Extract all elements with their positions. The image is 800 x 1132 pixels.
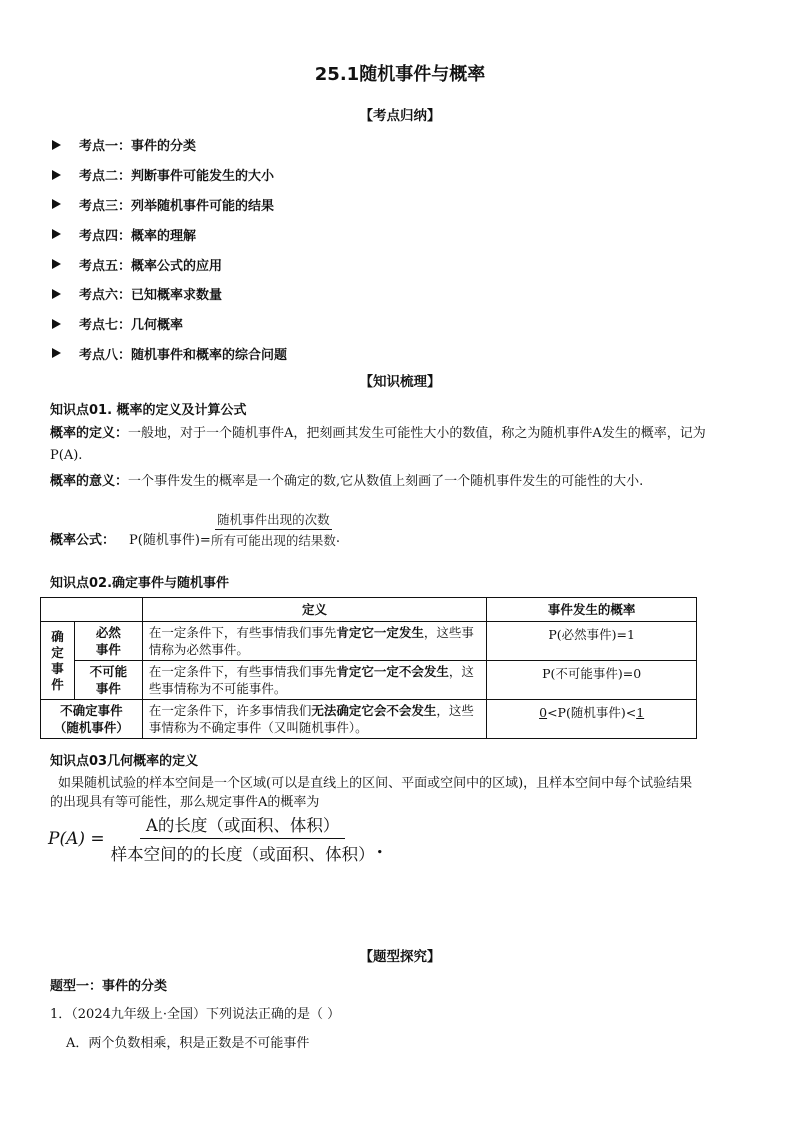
kaodian-label: 考点五：概率公式的应用 bbox=[79, 258, 223, 274]
impossible-event-label: 不可能 事件 bbox=[74, 661, 142, 700]
definition-text: 一般地，对于一个随机事件A，把刻画其发生可能性大小的数值，称之为随机事件A发生的概率，记为 bbox=[128, 426, 706, 441]
definition-text-cont: P(A). bbox=[50, 448, 83, 463]
kp03-heading: 知识点03几何概率的定义 bbox=[50, 754, 199, 769]
sure-event-probability: P(必然事件)=1 bbox=[487, 622, 697, 661]
kaodian-item bbox=[52, 130, 752, 160]
kaodian-label: 考点七：几何概率 bbox=[79, 318, 184, 334]
impossible-event-definition: 在一定条件下，有些事情我们事先肯定它一定不会发生，这些事情称为不可能事件。 bbox=[142, 661, 486, 700]
section-heading-kaodian: 【考点归纳】 bbox=[359, 108, 441, 124]
formula-denominator: 所有可能出现的结果数 bbox=[210, 533, 336, 548]
table-header-probability: 事件发生的概率 bbox=[487, 598, 697, 622]
impossible-event-probability: P(不可能事件)=0 bbox=[487, 661, 697, 700]
geo-formula-end: . bbox=[376, 837, 383, 858]
table-header-blank bbox=[41, 598, 143, 622]
question-1: 1．（2024九年级上·全国）下列说法正确的是（ ） bbox=[50, 1007, 341, 1022]
sure-event-definition: 在一定条件下，有些事情我们事先肯定它一定发生，这些事情称为必然事件。 bbox=[142, 622, 486, 661]
section-heading-zhishi: 【知识梳理】 bbox=[359, 374, 441, 390]
formula-label: 概率公式： bbox=[50, 533, 116, 548]
table-row bbox=[41, 661, 697, 700]
kaodian-label: 考点四：概率的理解 bbox=[79, 228, 197, 244]
geo-formula-lhs: P(A) = bbox=[48, 828, 105, 849]
arrow-bullet-icon bbox=[52, 140, 61, 150]
section-heading-tixing: 【题型探究】 bbox=[359, 949, 441, 965]
geo-formula-numerator: A的长度（或面积、体积） bbox=[140, 812, 345, 839]
table-row bbox=[41, 700, 697, 739]
kp03-text-line1: 如果随机试验的样本空间是一个区域(可以是直线上的区间、平面或空间中的区域)，且样本空间中每个试验结果 bbox=[58, 776, 693, 791]
arrow-bullet-icon bbox=[52, 289, 61, 299]
kaodian-item bbox=[52, 339, 752, 369]
kaodian-label: 考点六：已知概率求数量 bbox=[79, 288, 223, 304]
kp02-heading: 知识点02.确定事件与随机事件 bbox=[50, 576, 230, 591]
kaodian-item bbox=[52, 249, 752, 279]
meaning-label: 概率的意义： bbox=[50, 474, 129, 489]
kaodian-item bbox=[52, 190, 752, 220]
kp03-text bbox=[50, 774, 762, 812]
kp03-text-line2: 的出现具有等可能性，那么规定事件A的概率为 bbox=[50, 795, 320, 810]
table-header-definition: 定义 bbox=[142, 598, 486, 622]
geo-formula-denominator: 样本空间的的长度（或面积、体积） bbox=[110, 845, 375, 864]
arrow-bullet-icon bbox=[52, 319, 61, 329]
random-event-definition: 在一定条件下，许多事情我们无法确定它会不会发生，这些事情称为不确定事件（又叫随机事件）。 bbox=[142, 700, 486, 739]
kaodian-label: 考点三：列举随机事件可能的结果 bbox=[79, 198, 275, 214]
random-event-label: 不确定事件 （随机事件） bbox=[41, 700, 143, 739]
type1-heading: 题型一：事件的分类 bbox=[50, 979, 168, 994]
arrow-bullet-icon bbox=[52, 229, 61, 239]
kaodian-list bbox=[52, 130, 752, 368]
kp01-formula bbox=[50, 510, 340, 549]
kaodian-item bbox=[52, 279, 752, 309]
arrow-bullet-icon bbox=[52, 259, 61, 269]
kaodian-label: 考点一：事件的分类 bbox=[79, 139, 197, 155]
table-header-row bbox=[41, 598, 697, 622]
kaodian-label: 考点二：判断事件可能发生的大小 bbox=[79, 169, 275, 185]
kaodian-item bbox=[52, 309, 752, 339]
kaodian-label: 考点八：随机事件和概率的综合问题 bbox=[79, 347, 288, 363]
random-event-probability: 0<P(随机事件)<1 bbox=[487, 700, 697, 739]
kp01-definition bbox=[50, 423, 762, 467]
kaodian-item bbox=[52, 219, 752, 249]
kp01-heading: 知识点01. 概率的定义及计算公式 bbox=[50, 403, 247, 418]
kp01-meaning bbox=[50, 471, 762, 493]
question-1-option-a: A．两个负数相乘，积是正数是不可能事件 bbox=[66, 1036, 310, 1051]
arrow-bullet-icon bbox=[52, 170, 61, 180]
table-row bbox=[41, 622, 697, 661]
sure-event-label: 必然 事件 bbox=[74, 622, 142, 661]
formula-numerator: 随机事件出现的次数 bbox=[215, 510, 332, 530]
certain-event-label: 确 定 事 件 bbox=[41, 622, 75, 700]
geometric-probability-formula bbox=[48, 812, 383, 865]
arrow-bullet-icon bbox=[52, 348, 61, 358]
meaning-text: 一个事件发生的概率是一个确定的数,它从数值上刻画了一个随机事件发生的可能性的大小. bbox=[128, 474, 644, 489]
formula-end: . bbox=[335, 531, 340, 546]
formula-fraction bbox=[211, 510, 336, 549]
definition-label: 概率的定义： bbox=[50, 426, 129, 441]
page-title: 25.1随机事件与概率 bbox=[314, 64, 486, 85]
geo-formula-fraction bbox=[111, 812, 375, 865]
formula-lhs: P(随机事件)= bbox=[129, 533, 211, 548]
event-definition-table bbox=[40, 597, 697, 739]
kaodian-item bbox=[52, 160, 752, 190]
arrow-bullet-icon bbox=[52, 199, 61, 209]
